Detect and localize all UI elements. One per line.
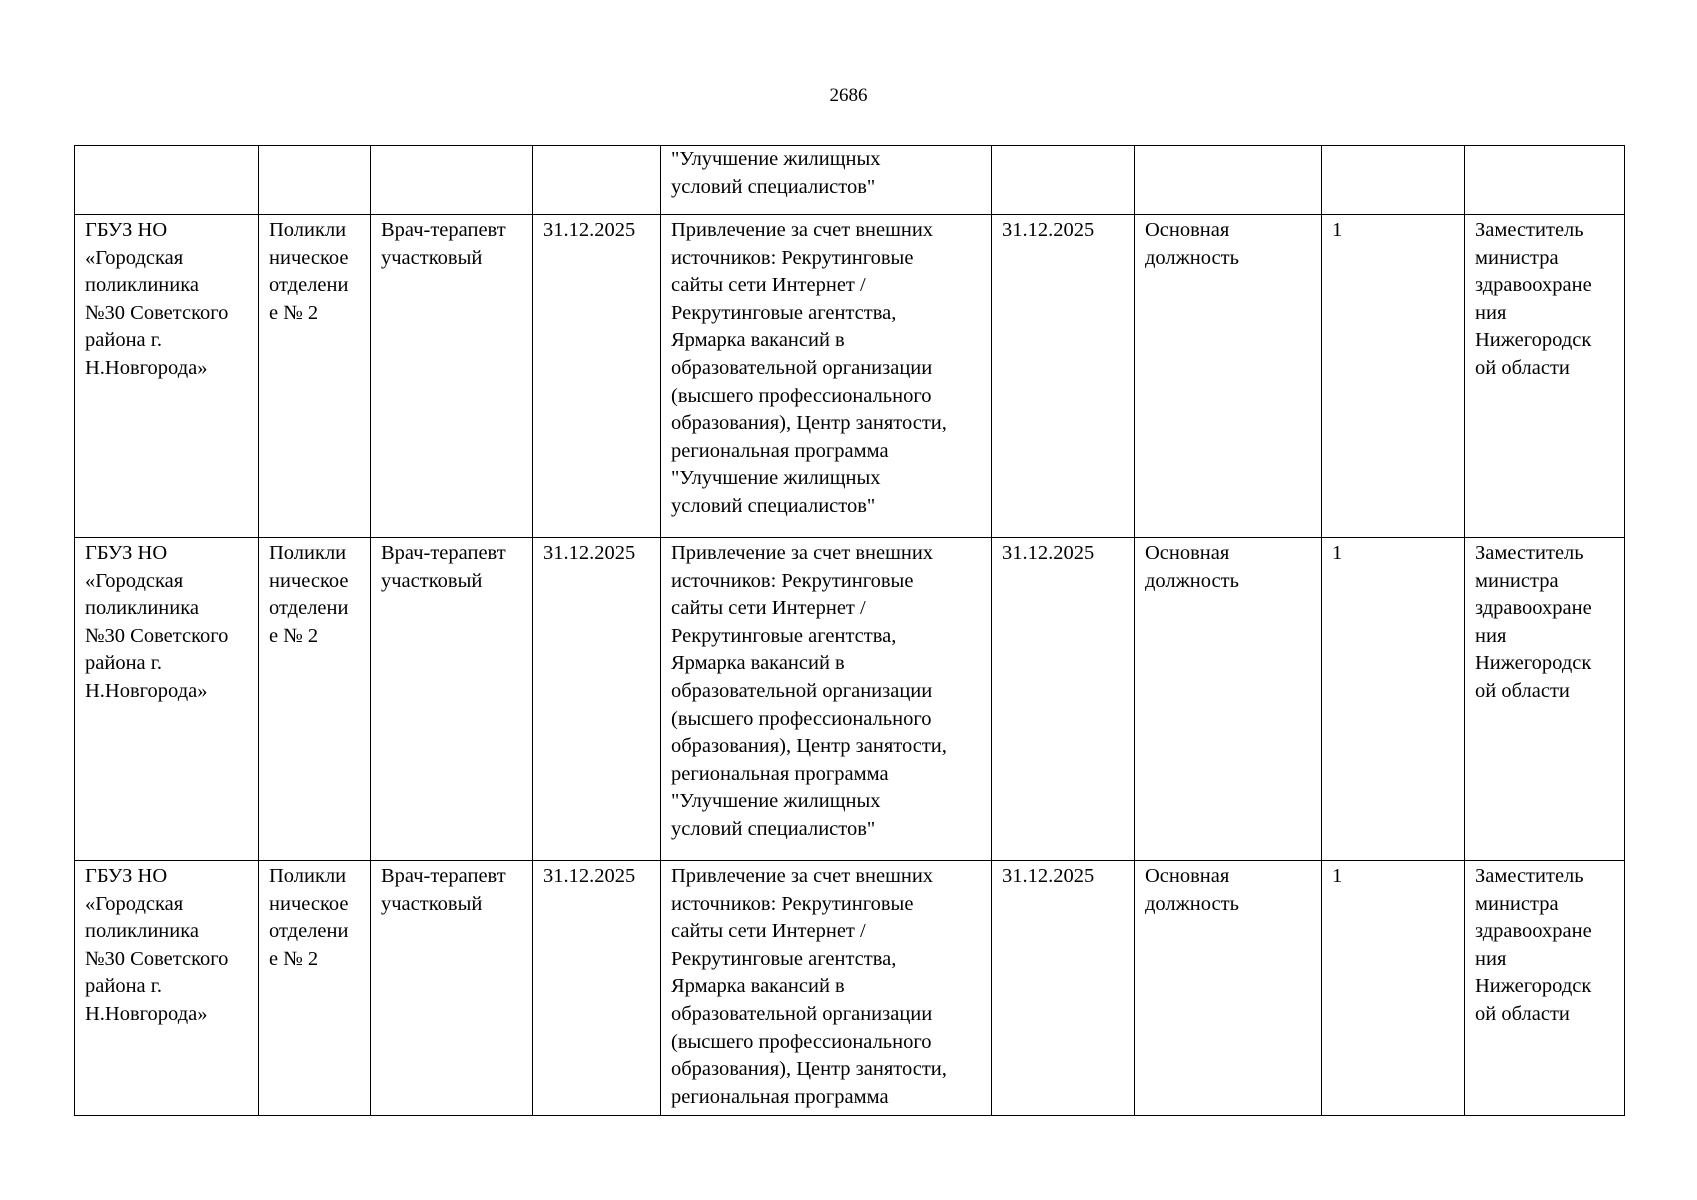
cell-measures — [661, 538, 992, 861]
cell-line: Заместитель — [1475, 865, 1584, 887]
cell-line: ническое — [269, 246, 349, 269]
cell-line: образования), Центр занятости, — [671, 735, 947, 758]
cell-line: должность — [1145, 246, 1239, 269]
cell-line: е № 2 — [269, 624, 319, 647]
cell-line: Поликли — [269, 219, 347, 241]
cell-responsible — [1465, 861, 1625, 1116]
cell-line: Основная — [1145, 219, 1230, 241]
cell-line: условий специалистов" — [671, 494, 876, 517]
cell-line: Нижегородск — [1475, 652, 1592, 675]
cell-line: сайты сети Интернет / — [671, 597, 866, 620]
cell-date-deadline: 31.12.2025 — [992, 215, 1135, 538]
cell-line: участковый — [381, 246, 483, 269]
cell-line: ой области — [1475, 1002, 1570, 1025]
cell-line: Заместитель — [1475, 219, 1584, 241]
cell-measures — [661, 215, 992, 538]
cell-measures — [661, 146, 992, 215]
cell-line: Нижегородск — [1475, 329, 1592, 352]
cell-department — [259, 215, 371, 538]
page-number: 2686 — [829, 85, 868, 106]
cell-date-vacancy: 31.12.2025 — [533, 538, 661, 861]
cell-line: (высшего профессионального — [671, 1030, 932, 1053]
cell-count: 1 — [1322, 861, 1465, 1116]
cell-organization — [75, 861, 259, 1116]
cell-line: образовательной организации — [671, 679, 933, 702]
cell-count: 1 — [1322, 215, 1465, 538]
cell-line: Привлечение за счет внешних — [671, 865, 934, 887]
table-row-continuation — [75, 146, 1625, 215]
cell-line: Ярмарка вакансий в — [671, 329, 845, 352]
cell-line: источников: Рекрутинговые — [671, 569, 914, 592]
cell-line: региональная программа — [671, 1085, 889, 1108]
cell-date-deadline: 31.12.2025 — [992, 538, 1135, 861]
cell-date-vacancy: 31.12.2025 — [533, 215, 661, 538]
cell-line: №30 Советского — [85, 624, 229, 647]
cell-line: здравоохране — [1475, 597, 1592, 620]
cell-line: Нижегородск — [1475, 975, 1592, 998]
cell-position — [371, 861, 533, 1116]
cell-line: региональная программа — [671, 762, 889, 785]
cell-line: Н.Новгорода» — [85, 679, 208, 702]
cell-line: отделени — [269, 274, 349, 297]
cell-line: условий специалистов" — [671, 817, 876, 840]
cell-line: района г. — [85, 652, 162, 675]
staffing-table — [74, 145, 1625, 1116]
cell-line: №30 Советского — [85, 301, 229, 324]
cell-line: «Городская — [85, 246, 184, 269]
table-row — [75, 215, 1625, 538]
cell-line: отделени — [269, 597, 349, 620]
cell-line: должность — [1145, 892, 1239, 915]
cell-department — [259, 146, 371, 215]
cell-line: министра — [1475, 892, 1559, 915]
cell-line: Основная — [1145, 865, 1230, 887]
cell-line: Ярмарка вакансий в — [671, 652, 845, 675]
cell-line: района г. — [85, 975, 162, 998]
cell-line: ния — [1475, 947, 1507, 970]
cell-line: министра — [1475, 246, 1559, 269]
table-row — [75, 861, 1625, 1116]
cell-line: Привлечение за счет внешних — [671, 542, 934, 564]
table-row — [75, 538, 1625, 861]
cell-line: Основная — [1145, 542, 1230, 564]
cell-position-type — [1135, 146, 1322, 215]
cell-line: Рекрутинговые агентства, — [671, 624, 897, 647]
cell-organization — [75, 538, 259, 861]
cell-line: Врач-терапевт — [381, 865, 506, 887]
cell-measures — [661, 861, 992, 1116]
cell-line: ГБУЗ НО — [85, 865, 168, 887]
cell-line: поликлиника — [85, 274, 200, 297]
cell-line: министра — [1475, 569, 1559, 592]
cell-position — [371, 538, 533, 861]
cell-organization — [75, 215, 259, 538]
cell-line: участковый — [381, 569, 483, 592]
cell-line: е № 2 — [269, 947, 319, 970]
cell-line: ническое — [269, 892, 349, 915]
cell-department — [259, 861, 371, 1116]
cell-line: должность — [1145, 569, 1239, 592]
cell-line: условий специалистов" — [671, 175, 876, 198]
cell-line: Врач-терапевт — [381, 542, 506, 564]
cell-line: поликлиника — [85, 597, 200, 620]
cell-line: ния — [1475, 301, 1507, 324]
cell-department — [259, 538, 371, 861]
cell-line: Заместитель — [1475, 542, 1584, 564]
cell-line: "Улучшение жилищных — [671, 467, 881, 490]
cell-position — [371, 146, 533, 215]
cell-line: сайты сети Интернет / — [671, 274, 866, 297]
cell-line: Н.Новгорода» — [85, 1002, 208, 1025]
cell-line: «Городская — [85, 892, 184, 915]
cell-line: ГБУЗ НО — [85, 219, 168, 241]
cell-line: Привлечение за счет внешних — [671, 219, 934, 241]
cell-line: «Городская — [85, 569, 184, 592]
cell-line: источников: Рекрутинговые — [671, 246, 914, 269]
cell-line: региональная программа — [671, 439, 889, 462]
cell-line: источников: Рекрутинговые — [671, 892, 914, 915]
cell-line: образования), Центр занятости, — [671, 412, 947, 435]
cell-date-deadline — [992, 146, 1135, 215]
cell-responsible — [1465, 146, 1625, 215]
cell-line: ническое — [269, 569, 349, 592]
cell-line: образовательной организации — [671, 356, 933, 379]
cell-responsible — [1465, 215, 1625, 538]
cell-line: (высшего профессионального — [671, 707, 932, 730]
cell-line: участковый — [381, 892, 483, 915]
cell-line: (высшего профессионального — [671, 384, 932, 407]
cell-count: 1 — [1322, 538, 1465, 861]
cell-line: Н.Новгорода» — [85, 356, 208, 379]
cell-line: ГБУЗ НО — [85, 542, 168, 564]
cell-line: Поликли — [269, 865, 347, 887]
cell-line: ой области — [1475, 679, 1570, 702]
cell-line: отделени — [269, 920, 349, 943]
cell-line: образовательной организации — [671, 1002, 933, 1025]
cell-line: "Улучшение жилищных — [671, 148, 881, 170]
cell-line: Рекрутинговые агентства, — [671, 301, 897, 324]
cell-position-type — [1135, 538, 1322, 861]
cell-responsible — [1465, 538, 1625, 861]
cell-position — [371, 215, 533, 538]
cell-line: Рекрутинговые агентства, — [671, 947, 897, 970]
cell-date-deadline: 31.12.2025 — [992, 861, 1135, 1116]
cell-line: района г. — [85, 329, 162, 352]
cell-line: №30 Советского — [85, 947, 229, 970]
cell-line: сайты сети Интернет / — [671, 920, 866, 943]
cell-line: е № 2 — [269, 301, 319, 324]
cell-organization — [75, 146, 259, 215]
cell-line: ния — [1475, 624, 1507, 647]
cell-date-vacancy — [533, 146, 661, 215]
cell-line: Врач-терапевт — [381, 219, 506, 241]
cell-date-vacancy: 31.12.2025 — [533, 861, 661, 1116]
cell-line: здравоохране — [1475, 920, 1592, 943]
cell-line: Ярмарка вакансий в — [671, 975, 845, 998]
cell-position-type — [1135, 215, 1322, 538]
cell-position-type — [1135, 861, 1322, 1116]
cell-line: ой области — [1475, 356, 1570, 379]
cell-line: Поликли — [269, 542, 347, 564]
cell-line: "Улучшение жилищных — [671, 790, 881, 813]
cell-line: образования), Центр занятости, — [671, 1058, 947, 1081]
cell-count — [1322, 146, 1465, 215]
cell-line: поликлиника — [85, 920, 200, 943]
cell-line: здравоохране — [1475, 274, 1592, 297]
